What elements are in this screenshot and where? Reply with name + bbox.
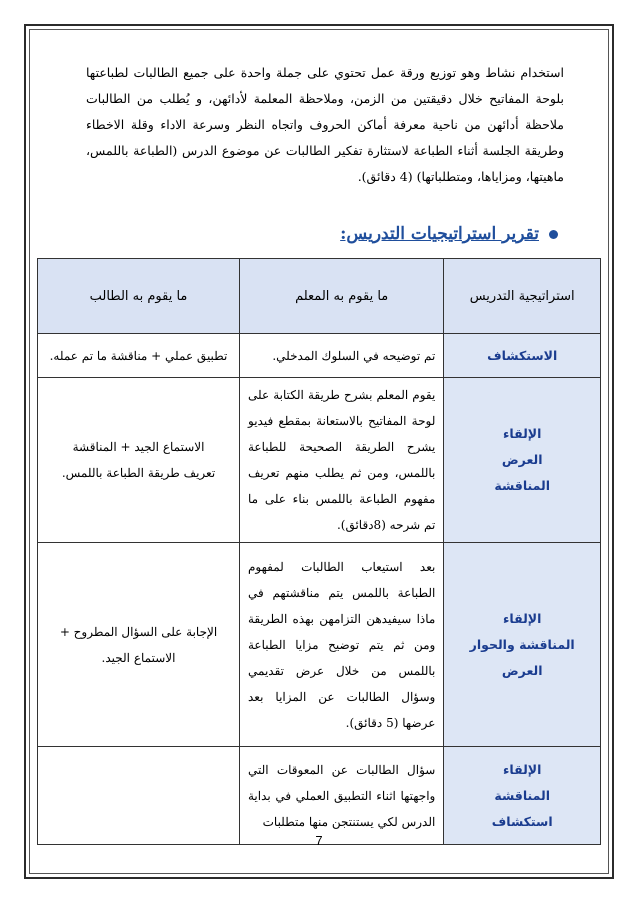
row-student-cell xyxy=(38,378,240,543)
row-teacher-cell: تم توضيحه في السلوك المدخلي. xyxy=(240,334,444,378)
strategy-line: الاستكشاف xyxy=(487,347,558,363)
header-strategy: استراتيجية التدريس xyxy=(444,259,601,334)
row-teacher-cell: يقوم المعلم بشرح طريقة الكتابة على لوحة المفاتيح بالاستعانة بمقطع فيديو يشرح الطريقة الصحيحة للطباعة باللمس، ومن ثم يطلب منهم تعريف مفهوم الطباعة باللمس بناء على ما تم شرحه (8دقائق). xyxy=(240,378,444,543)
row-strategy-cell xyxy=(444,543,601,747)
strategy-line: المناقشة xyxy=(494,787,550,803)
intro-text: استخدام نشاط وهو توزيع ورقة عمل تحتوي على جملة واحدة على جميع الطالبات لطباعتها بلوحة المفاتيح خلال دقيقتين من الزمن، وملاحظة المعلمة لأدائهن، و يُطلب من الطالبات ملاحظة أدائهن من ناحية معرفة أماكن الحروف واتجاه النظر وسرعة الاداء وقلة الاخطاء وطريقة الجلسة أثناء الطباعة لاستثارة تفكير الطالبات عن موضوع الدرس (الطباعة باللمس، ماهيتها، ومزاياها، ومتطلباتها) (4 دقائق). xyxy=(86,65,564,184)
header-student: ما يقوم به الطالب xyxy=(38,259,240,334)
table-row xyxy=(38,378,601,543)
student-line: تعريف طريقة الطباعة باللمس. xyxy=(61,466,216,480)
strategy-line: استكشاف xyxy=(491,813,553,829)
row-student-cell xyxy=(38,334,240,378)
header-teacher: ما يقوم به المعلم xyxy=(240,259,444,334)
row-strategy-cell xyxy=(444,378,601,543)
row-student-cell xyxy=(38,543,240,747)
strategy-line: الإلقاء xyxy=(502,426,542,441)
strategy-line: الإلقاء xyxy=(502,761,542,777)
section-heading-text: تقرير استراتيجيات التدريس: xyxy=(340,224,539,244)
row-teacher-cell: سؤال الطالبات عن المعوقات التي واجهتها اثناء التطبيق العملي في بداية الدرس لكي يستنتجن منها متطلبات xyxy=(240,747,444,845)
row-student-cell xyxy=(38,747,240,845)
table-row xyxy=(38,334,601,378)
page-number: 7 xyxy=(315,833,323,848)
student-line: الاستماع الجيد. xyxy=(101,650,176,665)
strategy-line: المناقشة xyxy=(494,478,550,493)
table-row xyxy=(38,747,601,845)
student-line: الإجابة على السؤال المطروح + xyxy=(59,624,218,639)
row-strategy-cell xyxy=(444,334,601,378)
student-line: الاستماع الجيد + المناقشة xyxy=(72,440,205,454)
table-row xyxy=(38,543,601,747)
strategy-line: الإلقاء xyxy=(502,610,542,626)
strategies-table xyxy=(37,258,601,845)
strategy-line: العرض xyxy=(501,452,543,467)
section-heading xyxy=(340,224,558,244)
table-header-row xyxy=(38,259,601,334)
row-strategy-cell xyxy=(444,747,601,845)
student-line: تطبيق عملي + مناقشة ما تم عمله. xyxy=(49,348,228,363)
strategy-line: العرض xyxy=(501,662,543,678)
bullet-icon xyxy=(549,230,558,239)
strategy-line: المناقشة والحوار xyxy=(469,636,575,652)
row-teacher-cell: بعد استيعاب الطالبات لمفهوم الطباعة باللمس يتم مناقشتهم في ماذا سيفيدهن التزامهن بهذه الطريقة ومن ثم يتم توضيح مزايا الطباعة باللمس من خلال عرض تقديمي وسؤال الطالبات عن المزايا بعد عرضها (5 دقائق). xyxy=(240,543,444,747)
intro-paragraph xyxy=(86,60,564,190)
